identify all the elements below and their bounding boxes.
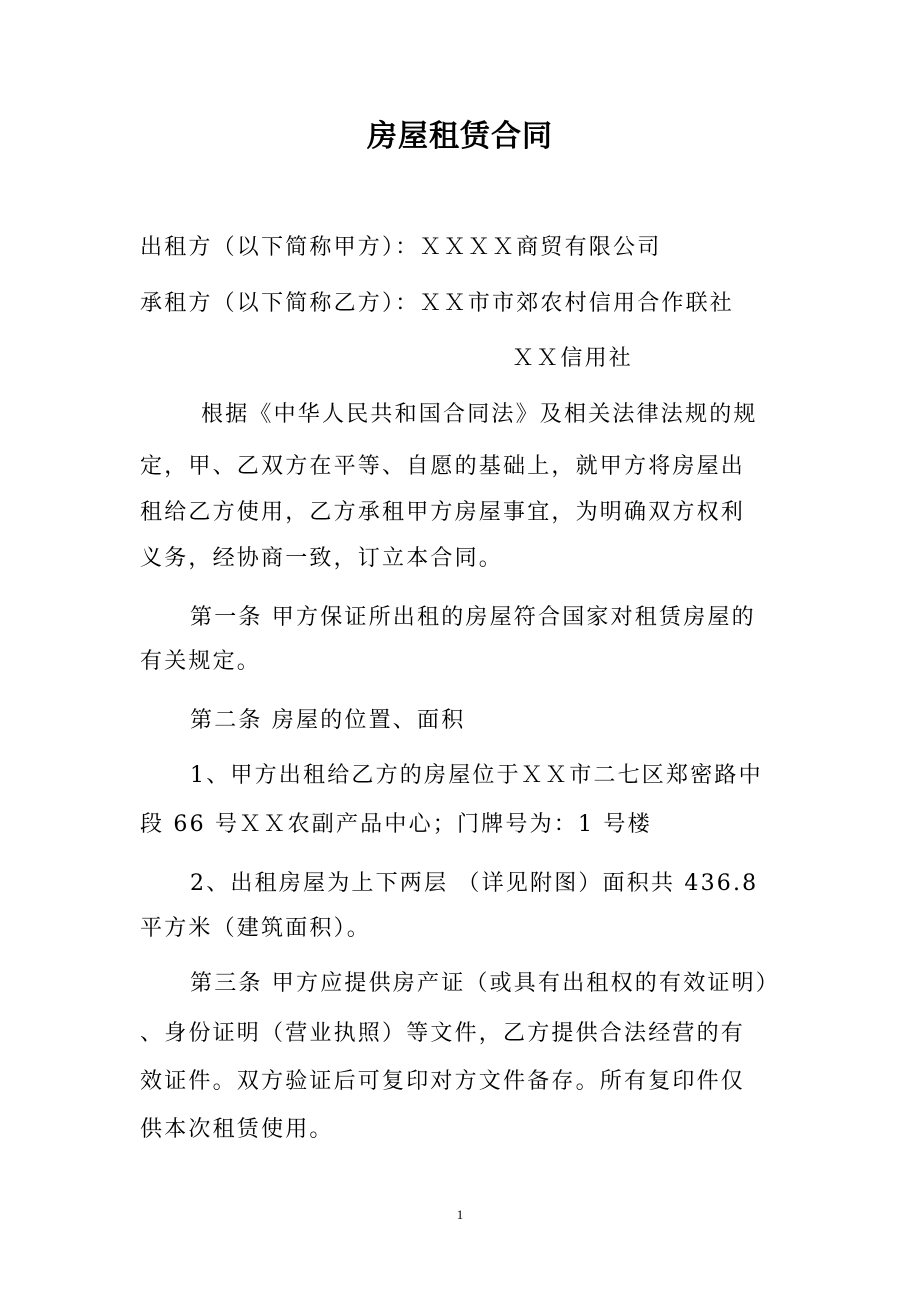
page-number: 1 [456, 1207, 464, 1222]
article-2-item-1-line-2: 段 66 号ＸＸ农副产品中心；门牌号为：1 号楼 [140, 812, 652, 837]
article-2-item-2-line-2: 平方米（建筑面积）。 [140, 916, 372, 941]
article-2-heading: 第二条 房屋的位置、面积 [190, 708, 466, 733]
preamble-line-1: 根据《中华人民共和国合同法》及相关法律法规的规 [201, 402, 758, 427]
article-3-line-1: 第三条 甲方应提供房产证（或具有出租权的有效证明） [190, 971, 780, 996]
lessor-line: 出租方（以下简称甲方）：ＸＸＸＸ商贸有限公司 [140, 235, 662, 260]
article-3-line-3: 效证件。双方验证后可复印对方文件备存。所有复印件仅 [140, 1069, 746, 1094]
lessee-branch-line: ＸＸ信用社 [512, 346, 634, 371]
article-3-line-2: 、身份证明（营业执照）等文件，乙方提供合法经营的有 [140, 1021, 746, 1046]
article-3-line-4: 供本次租赁使用。 [140, 1117, 334, 1142]
document-title: 房屋租赁合同 [367, 119, 553, 154]
article-2-item-2-line-1: 2、出租房屋为上下两层 （详见附图）面积共 436.8 [190, 871, 759, 896]
article-1-line-1: 第一条 甲方保证所出租的房屋符合国家对租赁房屋的 [190, 605, 756, 630]
preamble-line-3: 租给乙方使用，乙方承租甲方房屋事宜，为明确双方权利 [140, 500, 746, 525]
preamble-line-4: 义务，经协商一致，订立本合同。 [140, 546, 504, 571]
article-2-item-1-line-1: 1、甲方出租给乙方的房屋位于ＸＸ市二七区郑密路中 [190, 763, 763, 788]
article-1-line-2: 有关规定。 [140, 649, 262, 674]
preamble-line-2: 定，甲、乙双方在平等、自愿的基础上，就甲方将房屋出 [140, 454, 746, 479]
lessee-line: 承租方（以下简称乙方）：ＸＸ市市郊农村信用合作联社 [140, 291, 735, 316]
